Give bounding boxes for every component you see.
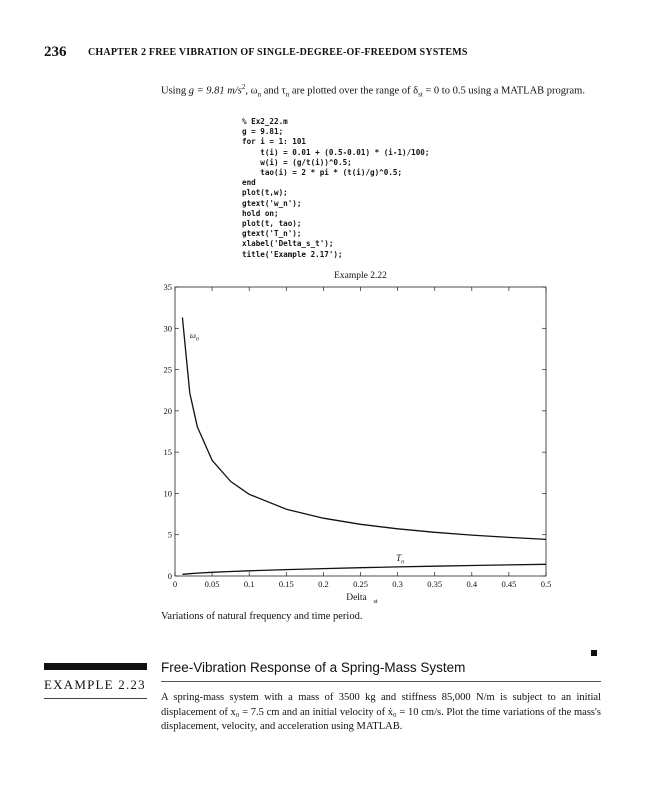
end-of-example-mark (591, 650, 597, 656)
code-line: title('Example 2.17'); (242, 249, 343, 259)
example-title-rule (161, 681, 601, 682)
chapter-heading: CHAPTER 2 FREE VIBRATION OF SINGLE-DEGREE-OF-FREEDOM SYSTEMS (88, 47, 468, 58)
code-line: gtext('w_n'); (242, 198, 302, 208)
intro-paragraph: Using g = 9.81 $m/s^2$, $\omega_n$ and $\tau_n$ are plotted over the range of $\delta_{st} = 0$ to 0.5 using a MATLAB program. (161, 83, 585, 99)
series-label-omega-n: ω (189, 330, 196, 341)
x-tick-label: 0.4 (466, 579, 478, 589)
code-line: g = 9.81; (242, 127, 284, 137)
x-tick-label: 0.1 (243, 579, 255, 589)
code-line: w(i) = (g/t(i))^0.5; (260, 157, 352, 167)
series-line-tau-n (182, 564, 546, 574)
code-line: t(i) = 0.01 + (0.5-0.01) * (i-1)/100; (260, 147, 430, 157)
plot-frame (175, 287, 546, 576)
series-label-tau-n-subscript: n (401, 559, 405, 566)
x-tick-label: 0.25 (353, 579, 368, 589)
x-tick-label: 0.35 (427, 579, 443, 589)
example-bar (44, 663, 147, 670)
y-tick-label: 35 (163, 282, 172, 292)
code-line: tao(i) = 2 * pi * (t(i)/g)^0.5; (260, 168, 403, 178)
series-line-omega-n (182, 317, 546, 539)
figure-caption: Variations of natural frequency and time period. (161, 611, 363, 622)
code-line: plot(t,w); (242, 188, 288, 198)
y-tick-label: 15 (163, 447, 172, 458)
x-tick-label: 0.05 (204, 579, 220, 589)
series-label-omega-n-subscript: n (195, 336, 199, 343)
x-tick-label: 0.5 (540, 579, 552, 589)
code-line: % Ex2_22.m (242, 117, 288, 126)
x-tick-label: 0.15 (278, 579, 294, 589)
example-title: Free-Vibration Response of a Spring-Mass System (161, 660, 466, 675)
page-number: 236 (44, 44, 67, 60)
x-tick-label: 0.3 (392, 579, 403, 589)
y-tick-label: 0 (167, 571, 172, 581)
x-axis-label-subscript: st (373, 598, 378, 605)
chart-title: Example 2.22 (334, 271, 387, 281)
y-tick-label: 20 (163, 405, 172, 416)
code-line: plot(t, tao); (242, 219, 302, 229)
example-underline (44, 698, 147, 699)
y-tick-label: 10 (163, 488, 172, 499)
y-tick-label: 25 (163, 364, 172, 375)
x-tick-label: 0.45 (501, 579, 517, 589)
code-line: hold on; (242, 208, 279, 218)
x-tick-label: 0 (172, 579, 178, 589)
example-label: EXAMPLE 2.23 (44, 677, 146, 692)
series-label-tau-n: T (396, 553, 402, 564)
x-axis-label: Delta (346, 593, 367, 603)
code-line: xlabel('Delta_s_t'); (242, 239, 334, 249)
y-tick-label: 30 (163, 323, 172, 334)
code-line: end (242, 178, 256, 188)
code-line: gtext('T_n'); (242, 229, 302, 239)
code-line: for i = 1: 101 (242, 137, 307, 147)
y-tick-label: 5 (167, 529, 172, 540)
x-tick-label: 0.2 (318, 579, 329, 589)
example-body: A spring-mass system with a mass of 3500 kg and stiffness 85,000 N/m is subject to an initial displacement of x₀ = 7.5 cm and an initial velocity of ẋ₀ = 10 cm/s. Plot the time variations of the mass's displacement, velocity, and acceleration using MATLAB. (161, 692, 601, 732)
